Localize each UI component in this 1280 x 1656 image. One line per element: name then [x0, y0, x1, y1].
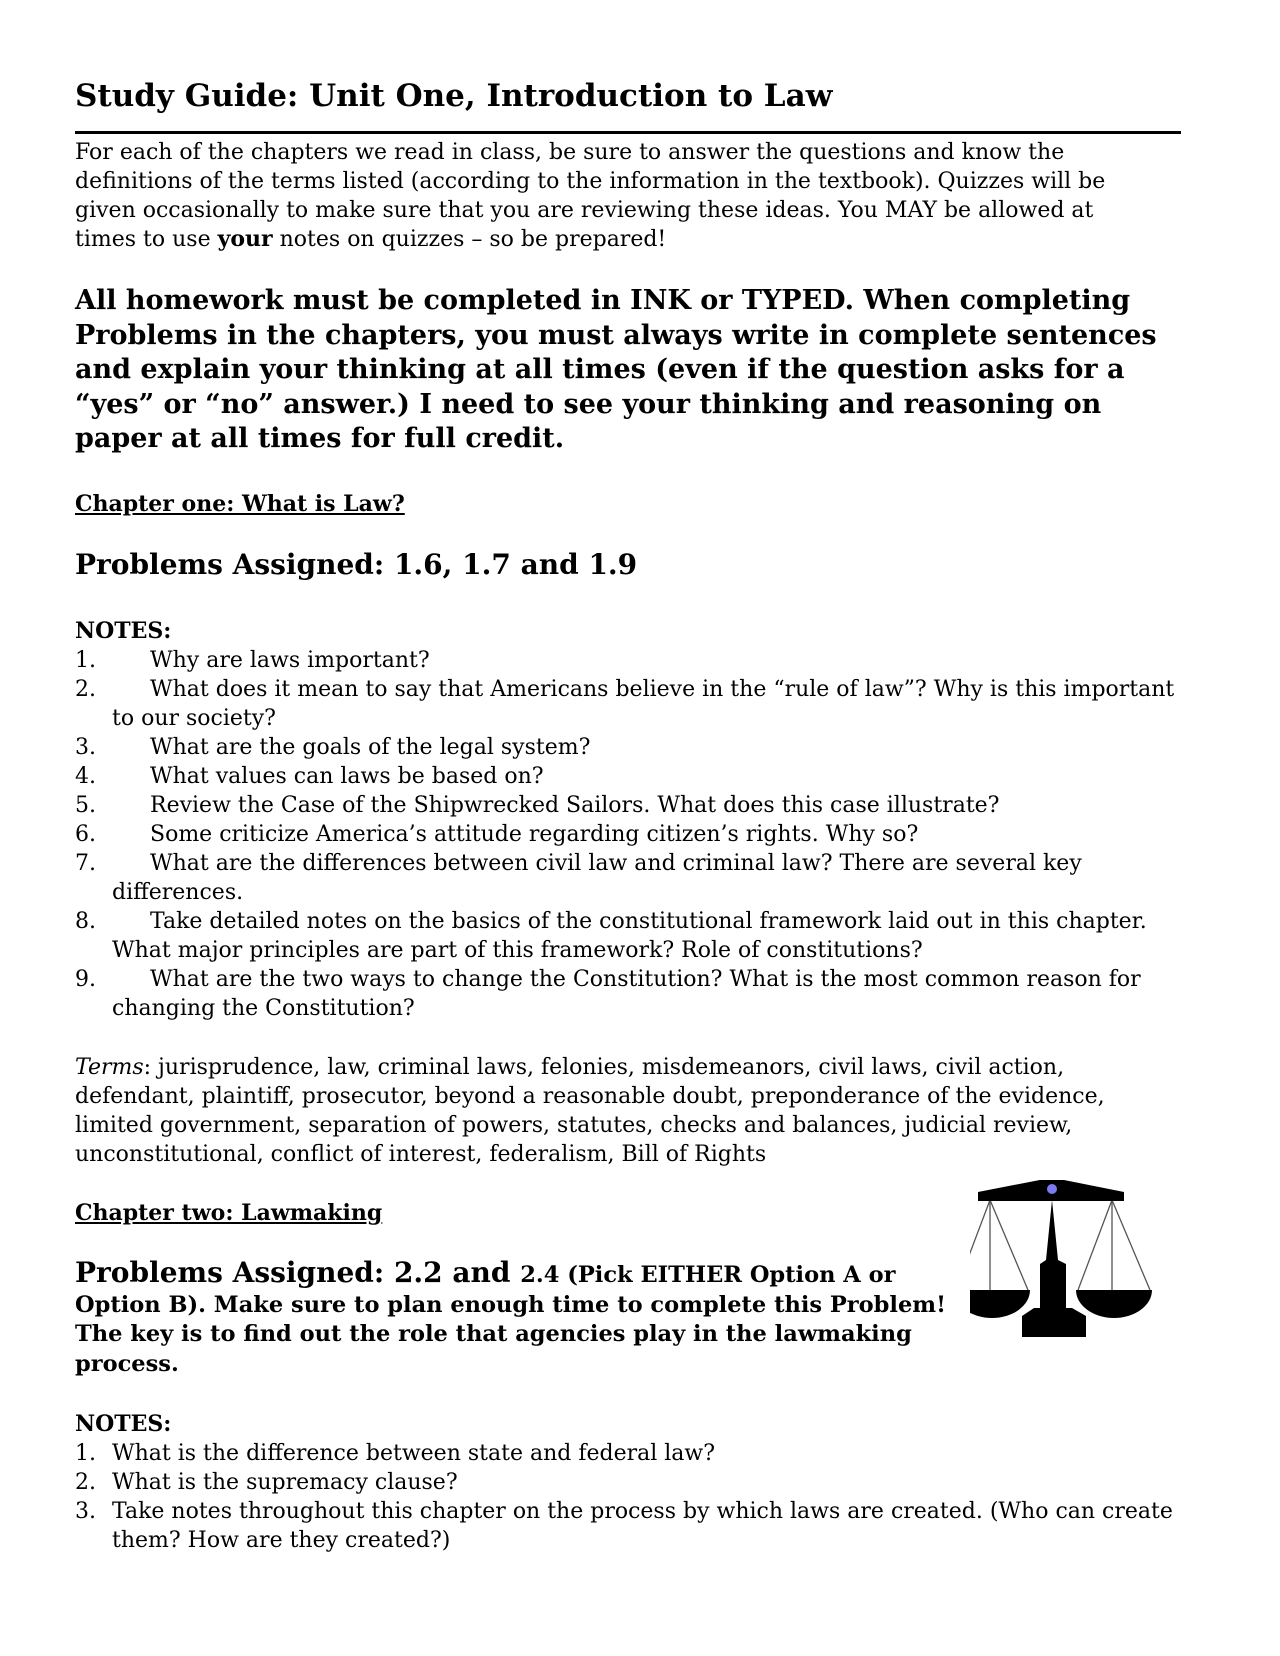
list-item	[75, 762, 1185, 791]
chapter2-problems	[75, 1258, 975, 1379]
item-number: 3.	[75, 735, 96, 760]
scales-of-justice-icon	[970, 1180, 1170, 1340]
item-text: Some criticize America’s attitude regarding citizen’s rights. Why so?	[150, 822, 919, 847]
item-number: 8.	[75, 909, 96, 934]
list-item	[75, 907, 1185, 965]
intro-paragraph	[75, 138, 1155, 254]
terms-text: : jurisprudence, law, criminal laws, felonies, misdemeanors, civil laws, civil action, defendant, plaintiff, prosecutor, beyond a reasonable doubt, preponderance of the evidence, limited government, separation of powers, statutes, checks and balances, judicial review, unconstitutional, conflict of interest, federalism, Bill of Rights	[75, 1055, 1105, 1167]
item-number: 7.	[75, 851, 96, 876]
intro-text-end: notes on quizzes – so be prepared!	[272, 227, 667, 252]
item-text: Why are laws important?	[150, 648, 430, 673]
chapter2-notes-list	[75, 1439, 1185, 1555]
list-item	[75, 1439, 1185, 1468]
intro-text: For each of the chapters we read in class, be sure to answer the questions and know the definitions of the terms listed (according to the information in the textbook). Quizzes will be given occasionally to make sure that you are reviewing these ideas. You MAY be allowed at times to use	[75, 140, 1106, 252]
list-item	[75, 791, 1185, 820]
title-rule	[75, 131, 1181, 134]
chapter2-heading: Chapter two: Lawmaking	[75, 1200, 383, 1226]
item-number: 1.	[75, 648, 96, 673]
chapter2-notes-label: NOTES:	[75, 1411, 172, 1437]
list-item	[75, 820, 1185, 849]
item-number: 5.	[75, 793, 96, 818]
intro-bold-word: your	[217, 226, 273, 252]
item-number: 2.	[75, 677, 96, 702]
item-number: 4.	[75, 764, 96, 789]
item-text: What does it mean to say that Americans believe in the “rule of law”? Why is this important to our society?	[112, 677, 1175, 731]
chapter1-terms	[75, 1053, 1187, 1169]
list-item	[75, 646, 1185, 675]
homework-notice: All homework must be completed in INK or TYPED. When completing Problems in the chapters, you must always write in complete sentences and explain your thinking at all times (even if the question asks for a “yes” or “no” answer.) I need to see your thinking and reasoning on paper at all times for full credit.	[75, 285, 1157, 454]
chapter1-notes-list	[75, 646, 1185, 1023]
item-number: 2.	[75, 1470, 96, 1495]
item-number: 1.	[75, 1441, 96, 1466]
item-text: What is the difference between state and federal law?	[112, 1441, 716, 1466]
item-number: 9.	[75, 967, 96, 992]
list-item	[75, 733, 1185, 762]
item-number: 3.	[75, 1499, 96, 1524]
list-item	[75, 1468, 1185, 1497]
list-item	[75, 1497, 1185, 1555]
list-item	[75, 849, 1185, 907]
chapter1-problems: Problems Assigned: 1.6, 1.7 and 1.9	[75, 548, 638, 581]
item-text: What is the supremacy clause?	[112, 1470, 458, 1495]
list-item	[75, 675, 1185, 733]
page-title: Study Guide: Unit One, Introduction to Law	[75, 78, 833, 114]
item-text: What values can laws be based on?	[150, 764, 544, 789]
chapter1-heading: Chapter one: What is Law?	[75, 491, 405, 517]
chapter2-problems-title: Problems Assigned: 2.2 and	[75, 1256, 521, 1289]
item-text: What are the goals of the legal system?	[150, 735, 591, 760]
item-number: 6.	[75, 822, 96, 847]
item-text: Take notes throughout this chapter on the process by which laws are created. (Who can create them? How are they created?)	[112, 1499, 1173, 1553]
item-text: Review the Case of the Shipwrecked Sailors. What does this case illustrate?	[150, 793, 1000, 818]
list-item	[75, 965, 1185, 1023]
item-text: What are the differences between civil law and criminal law? There are several key differences.	[112, 851, 1082, 905]
terms-label: Terms	[75, 1055, 144, 1080]
chapter1-notes-label: NOTES:	[75, 618, 172, 644]
item-text: Take detailed notes on the basics of the constitutional framework laid out in this chapter. What major principles are part of this framework? Role of constitutions?	[112, 909, 1147, 963]
item-text: What are the two ways to change the Constitution? What is the most common reason for changing the Constitution?	[112, 967, 1141, 1021]
chapter2-problems-detail: 2.4 (Pick EITHER Option A or Option B). Make sure to plan enough time to complete this Problem! The key is to find out the role that agencies play in the lawmaking process.	[75, 1262, 946, 1377]
